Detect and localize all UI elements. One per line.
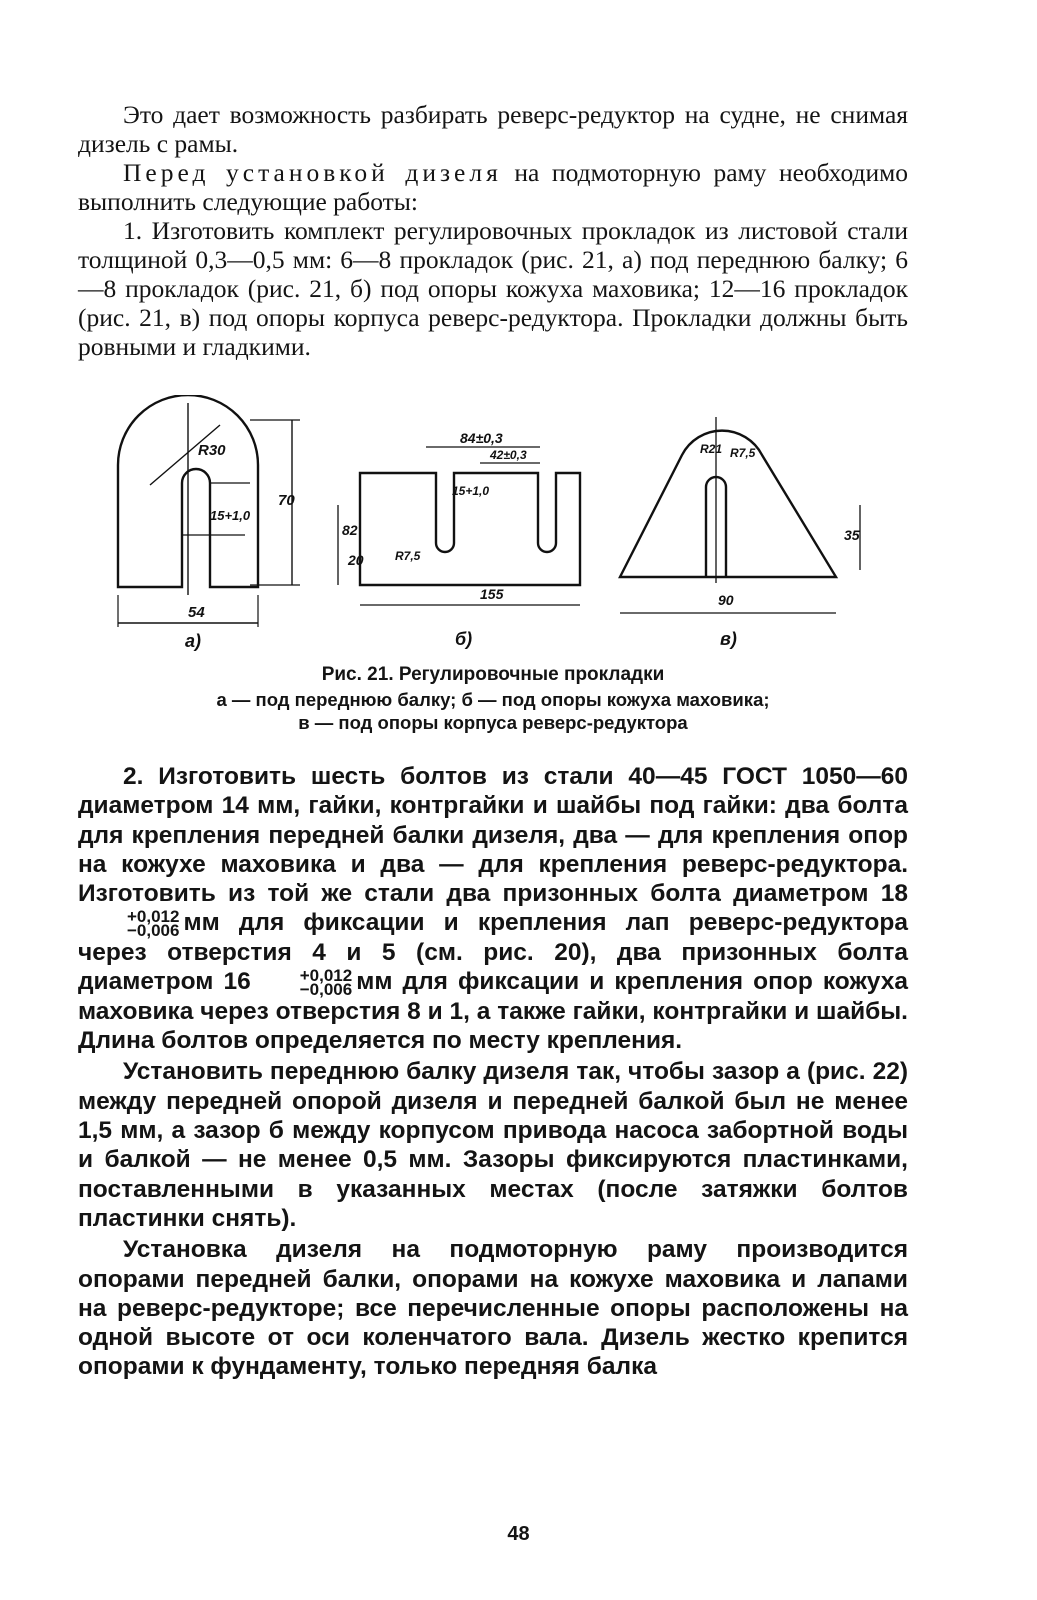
shim-a-slot: 15+1,0	[210, 508, 251, 523]
shim-b-top: 84±0,3	[460, 430, 503, 446]
spaced-emphasis: Перед установкой дизеля	[123, 158, 502, 187]
shim-a-height: 70	[278, 492, 295, 509]
shim-c-radius-2: R7,5	[730, 446, 756, 460]
shim-b-label: б)	[455, 629, 473, 649]
item-2-part-b: мм для фиксации и крепления лап реверс-редуктора через отверстия 4 и 5 (см. рис. 20), два призонных болта диаметром 16	[78, 909, 908, 996]
figure-caption-title: Рис. 21. Регулировочные прокладки	[321, 664, 665, 685]
tolerance-16-upper: +0,012	[299, 965, 353, 985]
shim-b-width: 155	[480, 586, 504, 602]
shim-a	[118, 395, 300, 627]
shim-c-radius-1: R21	[700, 442, 723, 456]
tolerance-18	[82, 907, 180, 941]
shim-c-label: в)	[720, 629, 737, 649]
shim-b	[338, 447, 580, 605]
item-2-paragraph	[78, 762, 908, 1055]
shim-c-width: 90	[718, 592, 734, 608]
page-number: 48	[507, 1523, 530, 1545]
shim-b-radius: R7,5	[395, 549, 421, 563]
paragraph-4: Установка дизеля на подмоторную раму производится опорами передней балки, опорами на кожухе маховика и лапами на реверс-редукторе; все перечисленные опоры расположены на одной высоте от оси коленчатого вала. Дизель жестко крепится опорами к фундаменту, только передняя балка	[78, 1236, 908, 1381]
shim-c-height: 35	[844, 527, 860, 543]
shim-b-height: 82	[342, 522, 358, 538]
shim-b-slot: 15+1,0	[452, 484, 490, 498]
intro-text	[78, 100, 908, 361]
figure-caption-line-3: в — под опоры корпуса реверс-редуктора	[298, 712, 688, 733]
intro-paragraph-2	[78, 158, 908, 216]
tolerance-16-lower: −0,006	[299, 979, 353, 999]
item-2	[78, 762, 908, 1382]
figure-caption-line-2: а — под переднюю балку; б — под опоры кожуха маховика;	[216, 689, 770, 710]
shim-b-height-2: 20	[348, 552, 364, 568]
shim-a-width: 54	[188, 604, 205, 621]
list-item-1: 1. Изготовить комплект регулировочных прокладок из листовой стали толщиной 0,3—0,5 мм: 6—8 прокладок (рис. 21, а) под переднюю балку; 6—8 прокладок (рис. 21, б) под опоры кожуха маховика; 12—16 прокладок (рис. 21, в) под опоры корпуса реверс-редуктора. Прокладки должны быть ровными и гладкими.	[78, 216, 908, 361]
shim-a-label: а)	[185, 631, 202, 651]
item-2-part-c: мм для фиксации и крепления опор кожуха маховика через отверстия 8 и 1, а также гайки, контргайки и шайбы. Длина болтов определяется по месту крепления.	[78, 968, 908, 1055]
intro-paragraph-2-rest: на подмоторную раму необходимо выполнить следующие работы:	[78, 158, 908, 216]
shim-b-mid: 42±0,3	[490, 448, 527, 462]
shim-c-labels	[700, 442, 860, 649]
shim-a-labels	[185, 442, 295, 651]
figure-21-drawing	[100, 395, 930, 665]
tolerance-16	[255, 965, 353, 999]
figure-21	[100, 395, 930, 665]
tolerance-18-upper: +0,012	[127, 907, 180, 927]
shim-a-radius: R30	[198, 442, 226, 459]
paragraph-3: Установить переднюю балку дизеля так, чтобы зазор а (рис. 22) между передней опорой дизеля и передней балкой был не менее 1,5 мм, а зазор б между корпусом привода насоса забортной воды и балкой — не менее 0,5 мм. Зазоры фиксируются пластинками, поставленными в указанных местах (после затяжки болтов пластинки снять).	[78, 1058, 908, 1232]
intro-paragraph-1: Это дает возможность разбирать реверс-редуктор на судне, не снимая дизель с рамы.	[78, 100, 908, 158]
tolerance-18-lower: −0,006	[127, 921, 180, 941]
item-2-part-a: 2. Изготовить шесть болтов из стали 40—45 ГОСТ 1050—60 диаметром 14 мм, гайки, контргайки и шайбы под гайки: два болта для крепления передней балки дизеля, два — для крепления опор на кожухе маховика и два — для крепления реверс-редуктора. Изготовить из той же стали два призонных болта диаметром 18	[78, 763, 908, 908]
